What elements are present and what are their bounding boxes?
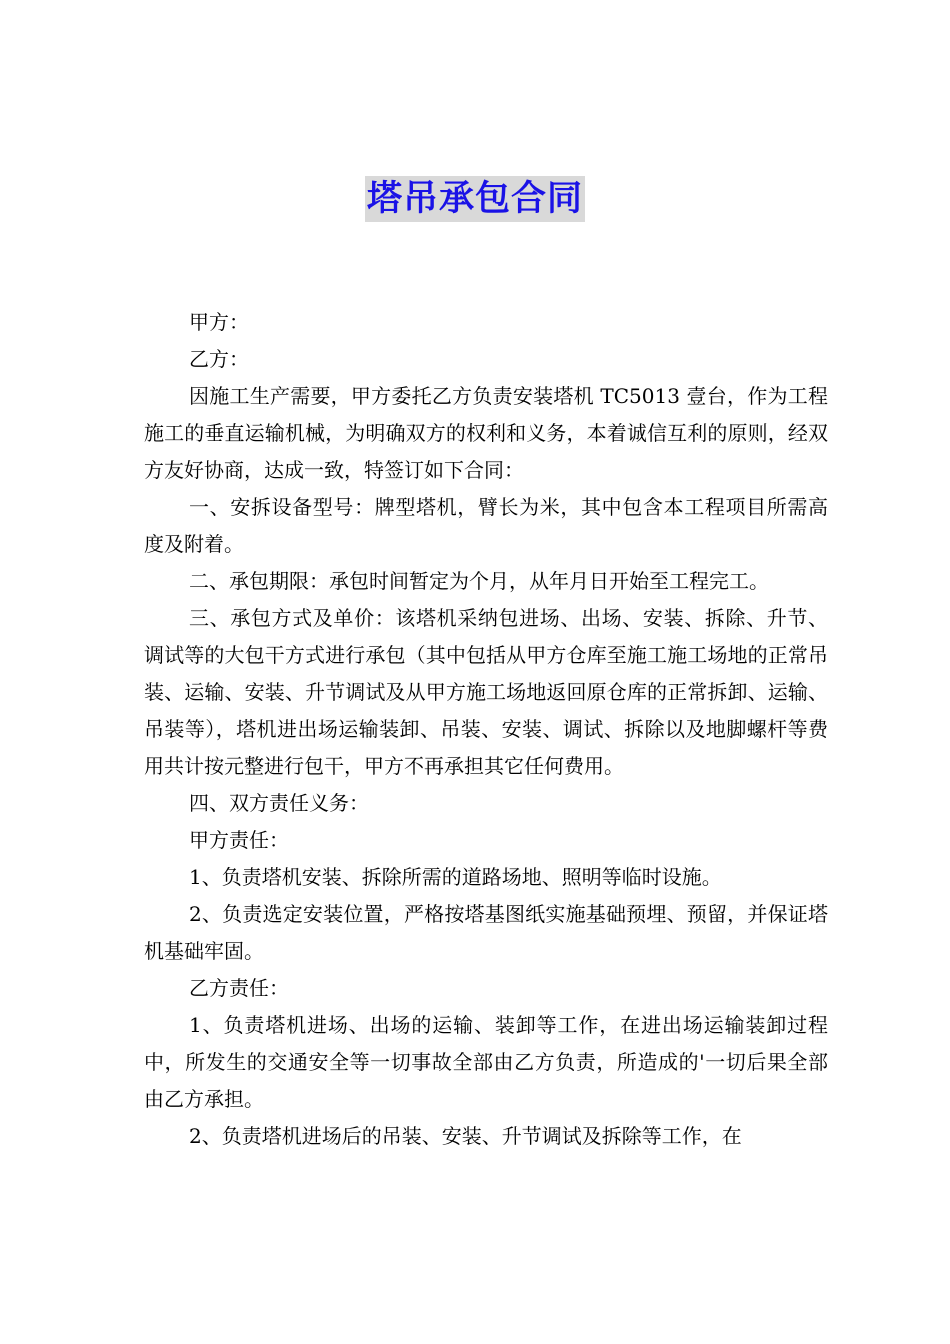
party-a-line: 甲方： xyxy=(189,310,249,334)
clause-1-equipment: 一、安拆设备型号：牌型塔机，臂长为米，其中包含本工程项目所需高度及附着。 xyxy=(144,495,828,556)
party-b-duty-2: 2、负责塔机进场后的吊装、安装、升节调试及拆除等工作，在 xyxy=(189,1124,742,1148)
party-a-duty-1: 1、负责塔机安装、拆除所需的道路场地、照明等临时设施。 xyxy=(189,865,722,889)
party-b-duties-heading: 乙方责任： xyxy=(189,976,289,1000)
document-body xyxy=(144,304,828,1155)
clause-2-term: 二、承包期限：承包时间暂定为个月，从年月日开始至工程完工。 xyxy=(189,569,769,593)
document-title: 塔吊承包合同 xyxy=(365,176,585,222)
preamble-paragraph: 因施工生产需要，甲方委托乙方负责安装塔机 TC5013 壹台，作为工程施工的垂直运输机械，为明确双方的权利和义务，本着诚信互利的原则，经双方友好协商，达成一致，特签订如下合同： xyxy=(144,384,828,482)
clause-3-method-price: 三、承包方式及单价：该塔机采纳包进场、出场、安装、拆除、升节、调试等的大包干方式进行承包（其中包括从甲方仓库至施工施工场地的正常吊装、运输、安装、升节调试及从甲方施工场地返回原仓库的正常拆卸、运输、吊装等），塔机进出场运输装卸、吊装、安装、调试、拆除以及地脚螺杆等费用共计按元整进行包干，甲方不再承担其它任何费用。 xyxy=(144,606,828,778)
party-a-duty-2: 2、负责选定安装位置，严格按塔基图纸实施基础预埋、预留，并保证塔机基础牢固。 xyxy=(144,902,828,963)
clause-4-heading: 四、双方责任义务： xyxy=(189,791,369,815)
party-a-duties-heading: 甲方责任： xyxy=(189,828,289,852)
party-b-duty-1: 1、负责塔机进场、出场的运输、装卸等工作，在进出场运输装卸过程中，所发生的交通安全等一切事故全部由乙方负责，所造成的'一切后果全部由乙方承担。 xyxy=(144,1013,828,1111)
party-b-line: 乙方： xyxy=(189,347,249,371)
title-container xyxy=(0,176,950,222)
